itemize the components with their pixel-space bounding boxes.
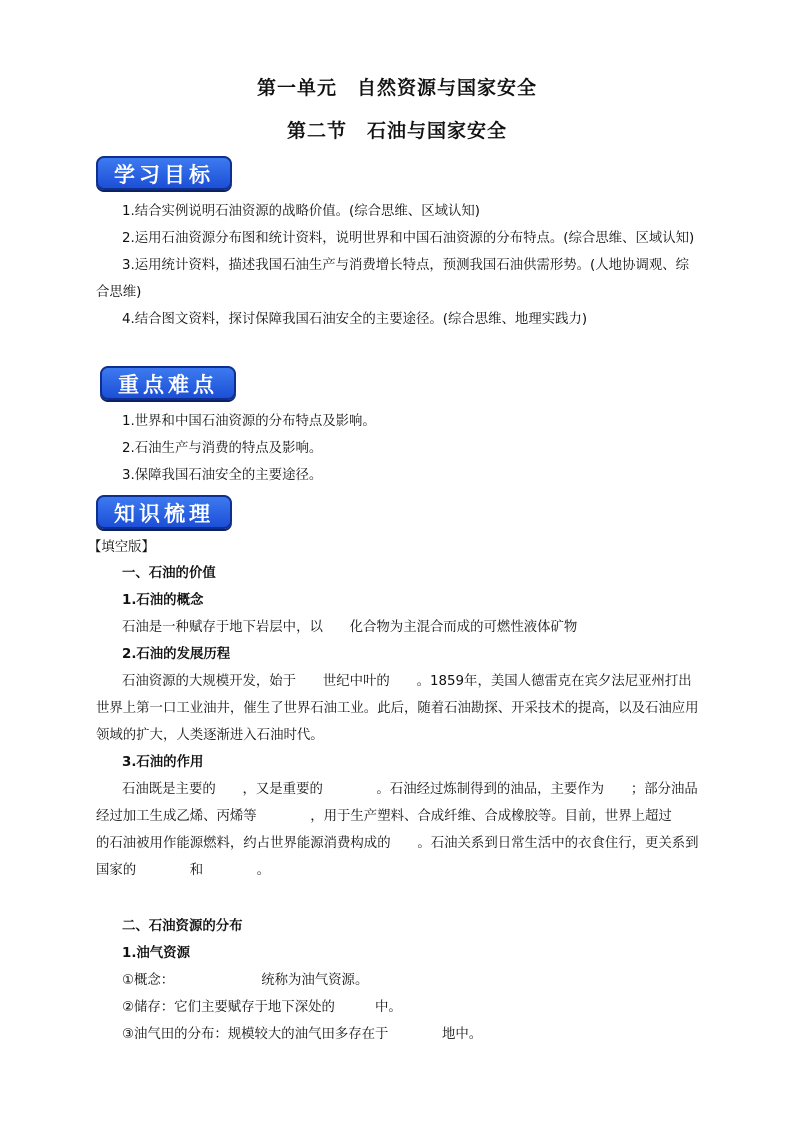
- part1-s3-title: 3.石油的作用: [122, 755, 204, 770]
- key-point-item: 2.石油生产与消费的特点及影响。: [122, 441, 323, 456]
- objective-item: 2.运用石油资源分布图和统计资料，说明世界和中国石油资源的分布特点。(综合思维、区域认知): [122, 231, 695, 246]
- part2-item-storage: ②储存：它们主要赋存于地下深处的 中。: [122, 1000, 402, 1015]
- part1-s2-title: 2.石油的发展历程: [122, 647, 231, 662]
- part2-heading: 二、石油资源的分布: [122, 919, 243, 934]
- objective-item: 4.结合图文资料，探讨保障我国石油安全的主要途径。(综合思维、地理实践力): [122, 312, 588, 327]
- part1-s3-text: 石油既是主要的 ，又是重要的 。石油经过炼制得到的油品，主要作为 ；部分油品经过加工生成乙烯、丙烯等 ，用于生产塑料、合成纤维、合成橡胶等。目前，世界上超过 的石油被用作能源燃料，约占世界能源消费构成的 。石油关系到日常生活中的衣食住行，更关系到国家的 和 。: [96, 782, 699, 878]
- part1-heading: 一、石油的价值: [122, 566, 216, 581]
- part2-item-distribution: ③油气田的分布：规模较大的油气田多存在于 地中。: [122, 1027, 483, 1042]
- section-title: 第二节 石油与国家安全: [286, 120, 507, 142]
- unit-title: 第一单元 自然资源与国家安全: [256, 77, 537, 99]
- knowledge-badge: 知识梳理: [96, 495, 232, 529]
- part1-s1-title: 1.石油的概念: [122, 593, 204, 608]
- objective-item: 1.结合实例说明石油资源的战略价值。(综合思维、区域认知): [122, 204, 480, 219]
- fill-version-label: 【填空版】: [88, 540, 155, 555]
- key-points-list: [96, 408, 700, 489]
- key-point-item: 1.世界和中国石油资源的分布特点及影响。: [122, 414, 376, 429]
- part2-section: [96, 913, 700, 1048]
- part2-s1-title: 1.油气资源: [122, 946, 190, 961]
- part1-s2-text: 石油资源的大规模开发，始于 世纪中叶的 。1859年，美国人德雷克在宾夕法尼亚州打出世界上第一口工业油井，催生了世界石油工业。此后，随着石油勘探、开采技术的提高，以及石油应用领域的扩大，人类逐渐进入石油时代。: [96, 674, 699, 743]
- objectives-badge: 学习目标: [96, 156, 232, 190]
- objective-item: 3.运用统计资料，描述我国石油生产与消费增长特点，预测我国石油供需形势。(人地协调观、综合思维): [96, 258, 690, 300]
- key-points-badge: 重点难点: [100, 366, 236, 400]
- part1-s1-text: 石油是一种赋存于地下岩层中，以 化合物为主混合而成的可燃性液体矿物: [122, 620, 578, 635]
- key-point-item: 3.保障我国石油安全的主要途径。: [122, 468, 323, 483]
- objectives-list: [96, 198, 700, 333]
- part2-item-concept: ①概念： 统称为油气资源。: [122, 973, 369, 988]
- part1-section: [96, 560, 700, 884]
